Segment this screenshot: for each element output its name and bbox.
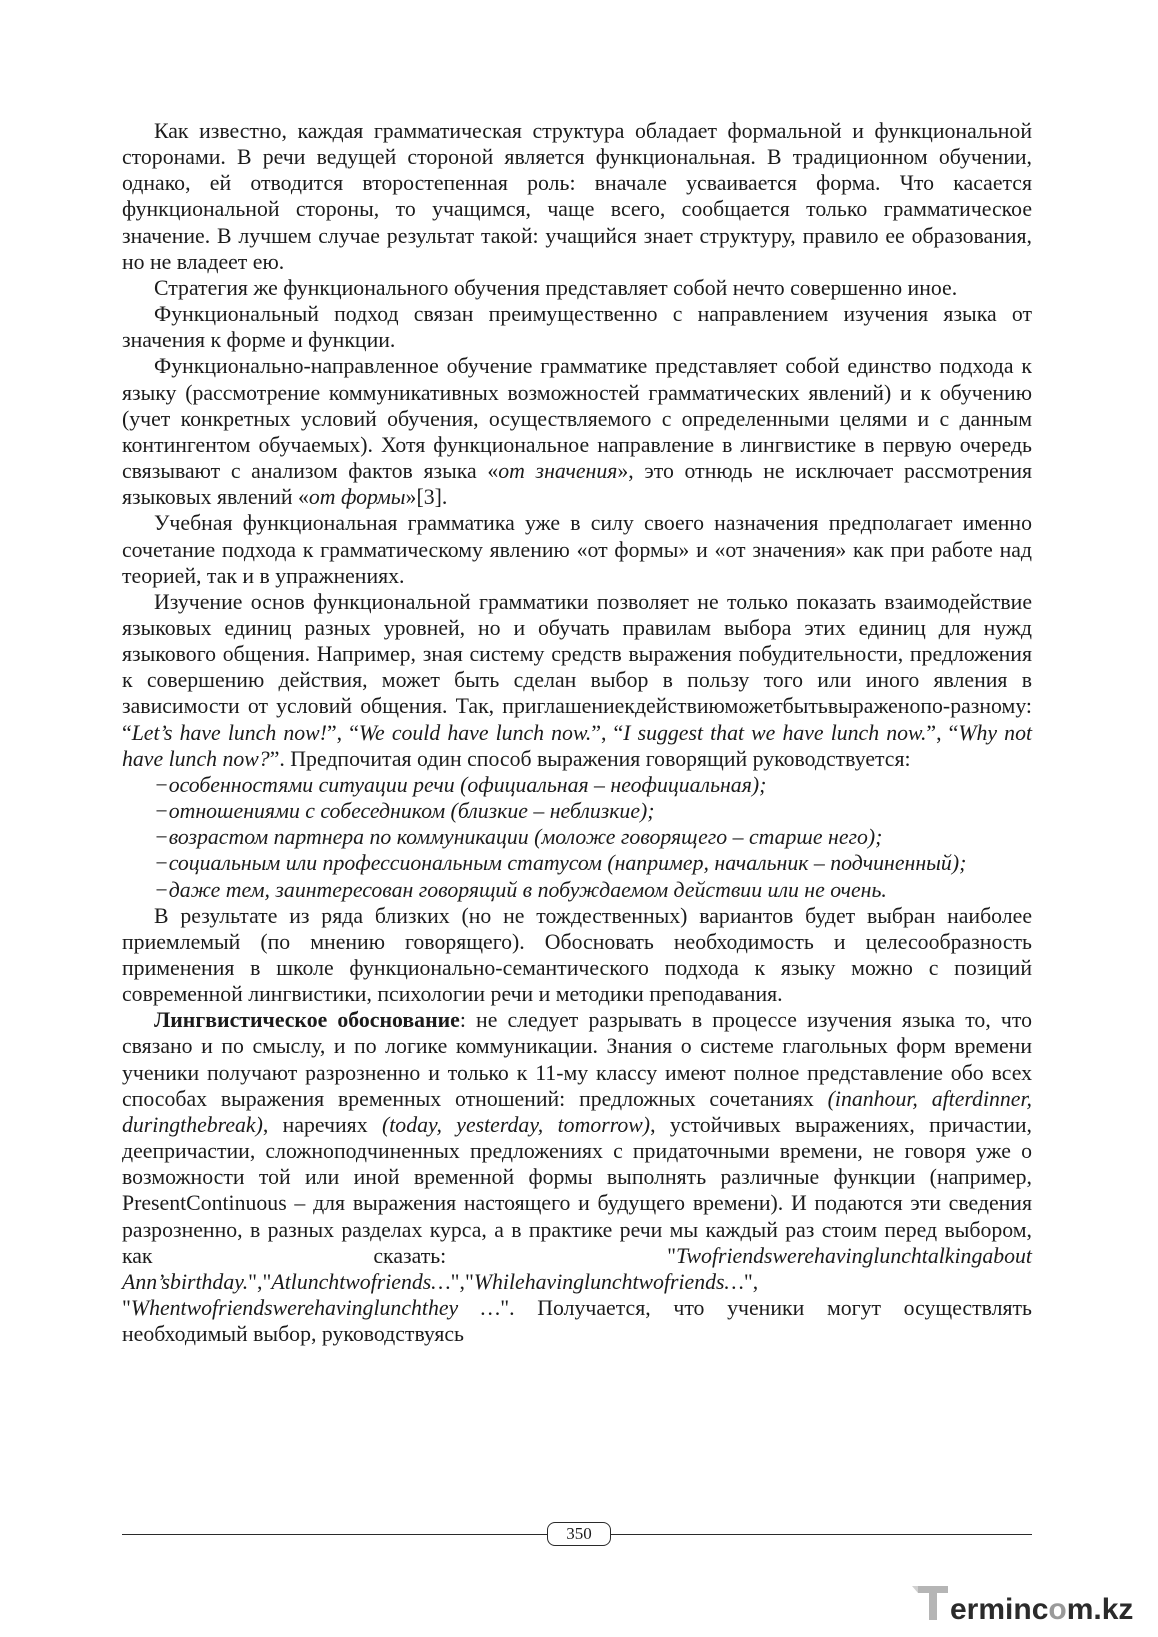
paragraph: Стратегия же функционального обучения представляет собой нечто совершенно иное. bbox=[154, 275, 958, 300]
text-run: "," bbox=[450, 1269, 474, 1294]
italic-term: от формы bbox=[308, 485, 406, 510]
italic-example: Let’s have lunch now! bbox=[131, 720, 327, 745]
italic-example: Twofriendswerehavinglunchtalkingabout Ann’sbirthday. bbox=[122, 1243, 1032, 1294]
paragraph bbox=[122, 353, 1032, 510]
list-item: −особенностями ситуации речи (официальная – неофициальная); bbox=[154, 772, 767, 797]
watermark-t-mark bbox=[912, 1586, 948, 1620]
list-item: −социальным или профессиональным статусом (например, начальник – подчиненный); bbox=[154, 851, 967, 876]
watermark-text-right: m.kz bbox=[1066, 1593, 1134, 1626]
italic-example: (today, yesterday, tomorrow) bbox=[381, 1112, 651, 1137]
paragraph: Функциональный подход связан преимущественно с направлением изучения языка от значения к форме и функции. bbox=[122, 302, 1032, 353]
text-run: ”. Предпочитая один способ выражения говорящий руководствуется: bbox=[269, 746, 911, 771]
text-run: Функционально-направленное обучение грамматике представляет собой единство подхода к языку (рассмотрение коммуникативных возможностей грамматических явлений) и к обучению (учет конкретных условий обучения, осуществляемого с определенными целями и с данным контингентом обучаемых). Хотя функциональное направление в лингвистике в первую очередь связывают с анализом фактов языка « bbox=[122, 354, 1032, 484]
text-run: ". Получается, что ученики могут осуществлять необходимый выбор, руководствуясь bbox=[122, 1296, 1032, 1347]
text-run: ”, “ bbox=[326, 720, 359, 745]
list-item: −возрастом партнера по коммуникации (моложе говорящего – старше него); bbox=[154, 825, 883, 850]
text-run: "," bbox=[248, 1269, 272, 1294]
bold-term: Лингвистическое обоснование bbox=[154, 1008, 460, 1033]
page-number: 350 bbox=[547, 1522, 611, 1546]
text-run: ", " bbox=[122, 1269, 759, 1321]
watermark-text-o: o bbox=[1048, 1593, 1067, 1626]
paragraph: Как известно, каждая грамматическая структура обладает формальной и функциональной сторонами. В речи ведущей стороной является функциональная. В традиционном обучении, однако, ей отводится второстепенная роль: вначале усваивается форма. Что касается функциональной стороны, то учащимся, чаще всего, сообщается только грамматическое значение. В лучшем случае результат такой: учащийся знает структуру, правило ее образования, но не владеет ею. bbox=[122, 119, 1032, 274]
italic-example: Whentwofriendswerehavinglunchthey … bbox=[130, 1296, 501, 1321]
text-run: , наречиях bbox=[262, 1112, 382, 1137]
termincom-watermark-logo bbox=[910, 1573, 1146, 1631]
italic-example: We could have lunch now. bbox=[358, 720, 592, 745]
text-run: », это отнюдь не исключает рассмотрения языковых явлений « bbox=[122, 459, 1033, 510]
text-run: , устойчивых выражениях, причастии, деепричастии, сложноподчиненных предложениях с придаточными времени, не говоря уже о возможности той или иной временной формы выполнять различные функции (например, PresentContinuous – для выражения настоящего и будущего времени). И подаются эти сведения разрозненно, в разных разделах курса, а в практике речи мы каждый раз стоим перед выбором, как сказать: " bbox=[122, 1112, 1032, 1268]
text-run: Изучение основ функциональной грамматики позволяет не только показать взаимодействие языковых единиц разных уровней, но и обучать правилам выбора этих единиц для нужд языкового общения. Например, зная систему средств выражения побудительности, предложения к совершению действия, может быть сделан выбор в пользу того или иного явления в зависимости от условий общения. Так, приглашениекдействиюможетбытьвыраженопо-разному: “ bbox=[122, 589, 1032, 745]
watermark-text bbox=[950, 1593, 1133, 1626]
italic-term: от значения bbox=[498, 459, 618, 484]
document-body bbox=[122, 118, 1032, 1347]
italic-example: I suggest that we have lunch now. bbox=[623, 720, 927, 745]
paragraph bbox=[122, 589, 1032, 772]
text-run: ”, “ bbox=[591, 720, 624, 745]
italic-example: Why not have lunch now? bbox=[122, 720, 1033, 771]
paragraph: В результате из ряда близких (но не тождественных) вариантов будет выбран наиболее приемлемый (по мнению говорящего). Обосновать необходимость и целесообразность применения в школе функционально-семантического подхода к языку можно с позиций современной лингвистики, психологии речи и методики преподавания. bbox=[122, 903, 1032, 1007]
text-run: : не следует разрывать в процессе изучения языка то, что связано и по смыслу, и по логике коммуникации. Знания о системе глагольных форм времени ученики получают разрозненно и только к 11-му классу имеют полное представление обо всех способах выражения временных отношений: предложных сочетаниях bbox=[122, 1008, 1032, 1111]
text-run: »[3]. bbox=[405, 485, 448, 510]
list-item: −даже тем, заинтересован говорящий в побуждаемом действии или не очень. bbox=[154, 877, 887, 902]
list-item: −отношениями с собеседником (близкие – неблизкие); bbox=[154, 799, 655, 824]
paragraph bbox=[122, 1007, 1032, 1347]
italic-example: (inanhour, afterdinner, duringthebreak) bbox=[122, 1086, 1032, 1137]
watermark-text-mid: erminc bbox=[950, 1593, 1049, 1626]
paragraph: Учебная функциональная грамматика уже в силу своего назначения предполагает именно сочетание подхода к грамматическому явлению «от формы» и «от значения» как при работе над теорией, так и в упражнениях. bbox=[122, 511, 1032, 588]
italic-example: Whilehavinglunchtwofriends… bbox=[473, 1269, 744, 1294]
italic-example: Atlunchtwofriends… bbox=[271, 1269, 451, 1294]
page-footer bbox=[122, 1520, 1032, 1550]
text-run: ”, “ bbox=[926, 720, 959, 745]
